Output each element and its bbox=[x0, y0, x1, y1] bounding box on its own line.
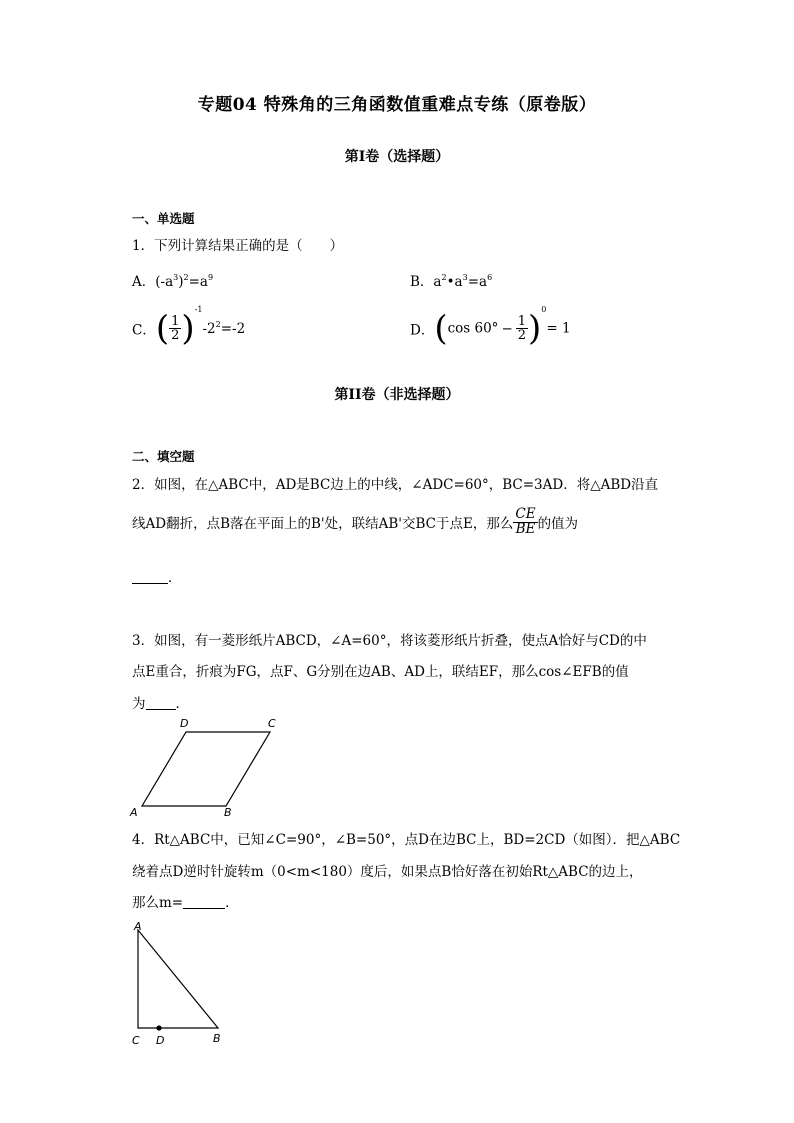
q3-line-2: 点E重合，折痕为FG，点F、G分别在边AB、AD上，联结EF，那么cos∠EFB的值 bbox=[132, 664, 629, 680]
q3-rhombus-figure bbox=[128, 712, 288, 822]
triangle-abc bbox=[138, 930, 218, 1028]
label-a: A bbox=[134, 920, 142, 933]
q1-option-a: A．$(-a^3)^2=a^9$ bbox=[132, 273, 214, 290]
volume-2-heading: 第II卷（非选择题） bbox=[334, 387, 460, 403]
q2-answer-blank[interactable] bbox=[132, 571, 168, 584]
q4-triangle-figure bbox=[128, 918, 238, 1050]
label-a: A bbox=[130, 806, 138, 819]
q4-line-2: 绕着点D逆时针旋转m（0<m<180）度后，如果点B恰好落在初始Rt△ABC的边上， bbox=[132, 864, 643, 880]
section-single-choice: 一、单选题 bbox=[132, 211, 195, 226]
rhombus-abcd bbox=[142, 732, 270, 806]
q1-option-d: D．(cos 60° − $\frac{1}{2}$ )$^0$= 1 bbox=[410, 305, 571, 349]
label-d: D bbox=[180, 717, 189, 730]
q1-option-c: C．( $\frac{1}{2}$ )$^{-1}-2^2=-2$ bbox=[132, 305, 246, 349]
label-c: C bbox=[268, 717, 276, 730]
label-d: D bbox=[156, 1034, 165, 1047]
label-c: C bbox=[132, 1034, 140, 1047]
q3-line-3: 为 ． bbox=[132, 696, 189, 712]
label-b: B bbox=[213, 1032, 221, 1045]
q1-option-b: B．$a^2•a^3=a^6$ bbox=[410, 273, 493, 290]
label-b: B bbox=[224, 806, 232, 819]
q2-line-3: ． bbox=[132, 566, 182, 586]
q2-line-1: 2．如图，在△ABC中，AD是BC边上的中线，∠ADC=60°，BC=3AD．将△ABD沿直 bbox=[132, 477, 659, 493]
q4-answer-blank[interactable] bbox=[183, 896, 225, 909]
q4-line-3: 那么m= ． bbox=[132, 895, 239, 911]
q3-line-1: 3．如图，有一菱形纸片ABCD，∠A=60°，将该菱形纸片折叠，使点A恰好与CD的中 bbox=[132, 633, 647, 649]
q2-line-2: 线AD翻折，点B落在平面上的B'处，联结AB'交BC于点E，那么 $\frac{CE}{BE}$ 的值为 bbox=[132, 506, 579, 537]
q1-stem: 1．下列计算结果正确的是（ ） bbox=[132, 238, 344, 254]
q3-answer-blank[interactable] bbox=[146, 697, 176, 710]
q4-line-1: 4．Rt△ABC中，已知∠C=90°，∠B=50°，点D在边BC上，BD=2CD（如图）．把△ABC bbox=[132, 832, 681, 848]
volume-1-heading: 第I卷（选择题） bbox=[344, 149, 450, 165]
section-fill-blank: 二、填空题 bbox=[132, 449, 195, 464]
document-title: 专题04 特殊角的三角函数值重难点专练（原卷版） bbox=[197, 95, 597, 115]
point-d bbox=[156, 1025, 161, 1030]
